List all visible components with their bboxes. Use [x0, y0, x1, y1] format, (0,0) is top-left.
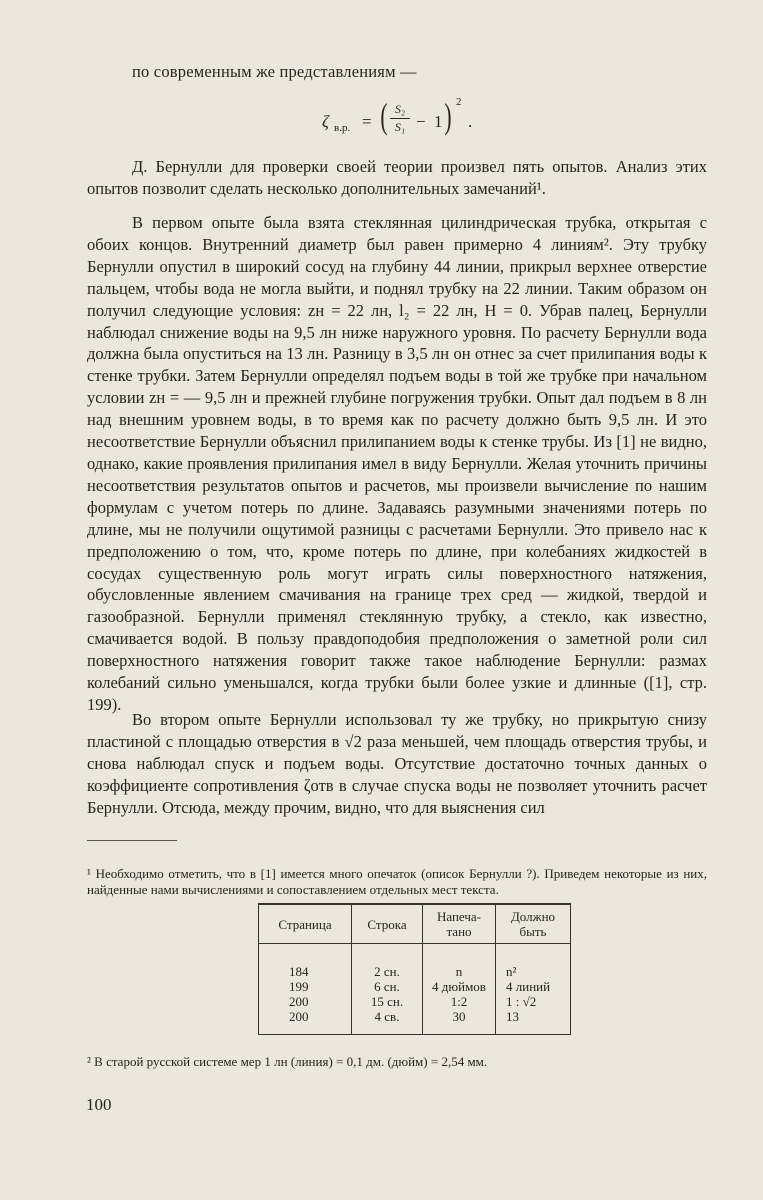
table-header-cell: Должно быть [496, 904, 571, 944]
footnote-divider [87, 840, 177, 841]
page-number: 100 [86, 1095, 112, 1114]
table-header-cell: Напеча-тано [423, 904, 496, 944]
table-spacer-row [259, 944, 571, 965]
table-cell: 199 [259, 979, 352, 994]
table-cell: n² [496, 964, 571, 979]
table-cell: 1:2 [423, 994, 496, 1009]
table-header-cell: Строка [352, 904, 423, 944]
formula-right-paren: ) [444, 96, 452, 136]
table-cell: 1 : √2 [496, 994, 571, 1009]
table-cell: 6 сн. [352, 979, 423, 994]
paragraph-2 [87, 212, 707, 716]
table-cell: 2 сн. [352, 964, 423, 979]
table-row [259, 1009, 571, 1035]
table-cell: 184 [259, 964, 352, 979]
formula-zeta [322, 96, 482, 146]
table-header-cell: Страница [259, 904, 352, 944]
formula-subscript: в.р. [334, 122, 351, 134]
table-row [259, 979, 571, 994]
table-cell: 4 дюймов [423, 979, 496, 994]
table-cell: 15 сн. [352, 994, 423, 1009]
formula-left-paren: ( [380, 96, 388, 136]
table-cell: 4 линий [496, 979, 571, 994]
formula-power: 2 [456, 96, 462, 108]
formula-fraction [390, 102, 410, 135]
paragraph-2-text: В первом опыте была взята стеклянная цилиндрическая трубка, открытая с обоих концов. Внутренний диаметр был равен примерно 4 линиям². Эту трубку Бернулли опустил в широкий сосуд на глубину 44 линии, прикрыл верхнее отверстие пальцем, чтобы вода не могла выйти, и поднял трубку на 22 линии. Таким образом он получил следующие условия: zн = 22 лн, l₂ = 22 лн, H = 0. Убрав палец, Бернулли наблюдал снижение воды на 9,5 лн ниже наружного уровня. По расчету Бернулли вода должна была опуститься на 13 лн. Разницу в 3,5 лн он отнес за счет прилипания воды к стенке трубки. Затем Бернулли определял подъем воды в той же трубке при начальном условии zн = — 9,5 лн и прежней глубине погружения трубки. Опыт дал подъем в 8 лн над внешним уровнем воды, в то время как по расчету должно быть 9,5 лн. И это несоответствие Бернулли объяснил прилипанием воды к стенке трубы. Из [1] не видно, однако, какие проявления прилипания имел в виду Бернулли. Желая уточнить причины несоответствия результатов опытов и расчетов, мы произвели вычисление по нашим формулам с учетом потерь по длине. Задаваясь разумными значениями потерь по длине, мы не получили ощутимой разницы с расчетами Бернулли. Это привело нас к предположению о том, что, кроме потерь по длине, при колебаниях жидкостей в сосудах существенную роль могут играть силы поверхностного натяжения, обусловленные явлением смачивания на границе трех сред — жидкой, твердой и газообразной. Бернулли применял стеклянную трубку, а стекло, как известно, смачивается водой. В пользу правдоподобия предположения о заметной роли сил поверхностного натяжения говорит также такое наблюдение Бернулли: размах колебаний сильно уменьшался, когда трубки были более узкие и длинные ([1], стр. 199). [87, 213, 707, 714]
formula-one: 1 [434, 112, 443, 131]
table-row [259, 994, 571, 1009]
formula-minus: − [416, 112, 426, 131]
formula-denominator: S₁ [394, 120, 406, 134]
table-cell: 200 [259, 1009, 352, 1035]
footnote-1: ¹ Необходимо отметить, что в [1] имеется много опечаток (описок Бернулли ?). Приведем некоторые из них, найденные нами вычислениями и сопоставлением отдельных мест текста. [87, 866, 707, 897]
paragraph-3 [87, 709, 707, 819]
table-cell: 13 [496, 1009, 571, 1035]
table-cell: 30 [423, 1009, 496, 1035]
paragraph-1-text: Д. Бернулли для проверки своей теории произвел пять опытов. Анализ этих опытов позволит сделать несколько дополнительных замечаний¹. [87, 157, 707, 198]
footnote-2: ² В старой русской системе мер 1 лн (линия) = 0,1 дм. (дюйм) = 2,54 мм. [87, 1054, 488, 1069]
formula-period: . [468, 112, 473, 131]
table-cell: 200 [259, 994, 352, 1009]
paragraph-1 [87, 156, 707, 200]
table-row [259, 964, 571, 979]
table-cell: n [423, 964, 496, 979]
paragraph-3-text: Во втором опыте Бернулли использовал ту же трубку, но прикрытую снизу пластиной с площадью отверстия в √2 раза меньшей, чем площадь отверстия трубы, и снова наблюдал спуск и подъем воды. Отсутствие достаточно точных данных о коэффициенте сопротивления ζотв в случае спуска воды не позволяет уточнить расчет Бернулли. Отсюда, между прочим, видно, что для выяснения сил [87, 710, 707, 817]
errata-table [258, 903, 571, 1035]
lead-line: по современным же представлениям — [132, 62, 417, 81]
formula-equals: = [362, 112, 372, 131]
table-cell: 4 св. [352, 1009, 423, 1035]
formula-symbol: ζ [322, 112, 329, 131]
table-header-row [259, 904, 571, 944]
formula-numerator: S₂ [390, 102, 410, 119]
